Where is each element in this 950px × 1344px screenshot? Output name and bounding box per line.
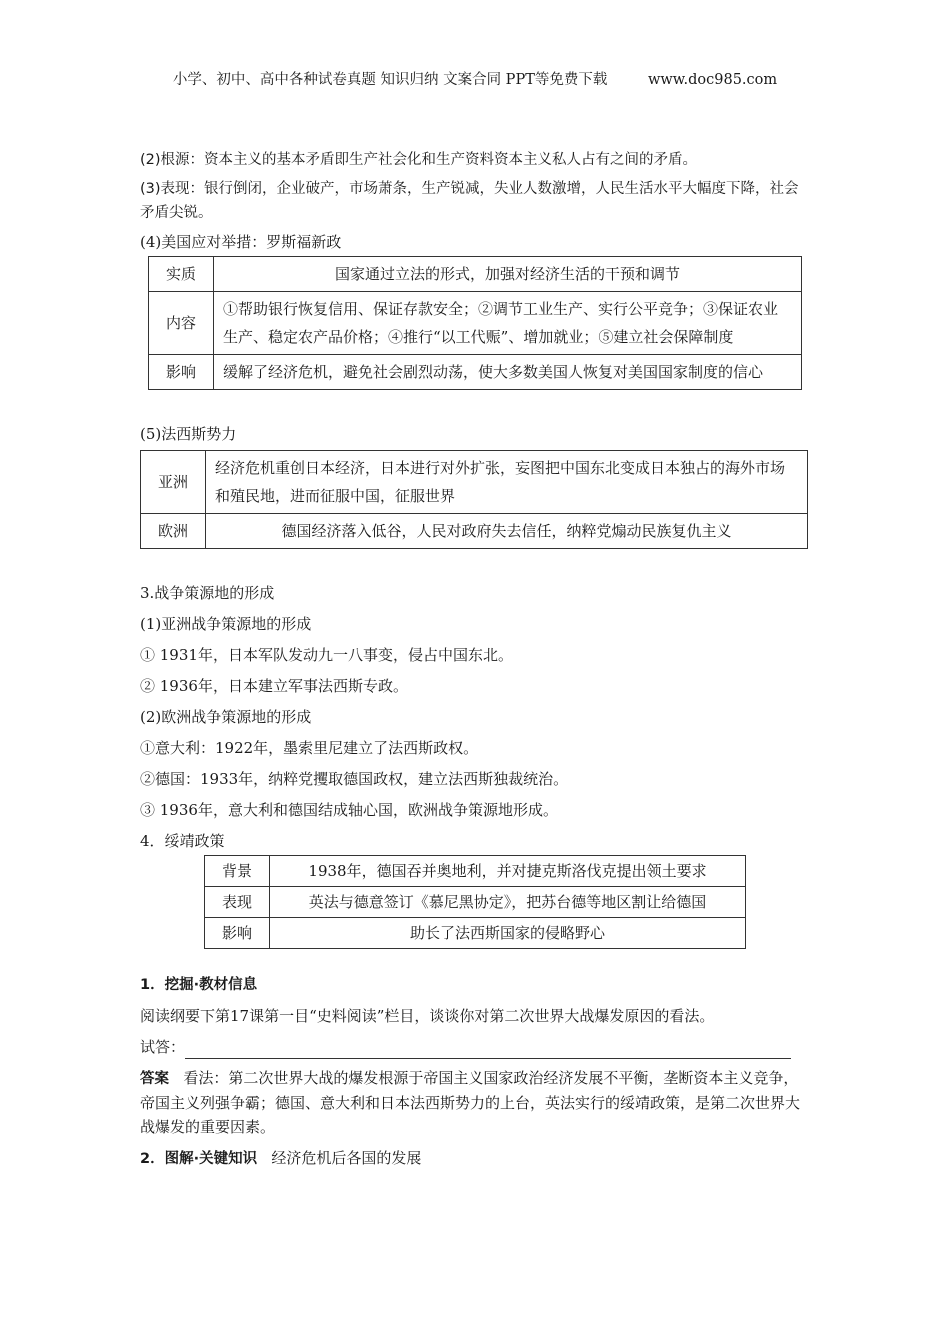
heading-new-deal: (4)美国应对举措：罗斯福新政 [140, 233, 342, 251]
new-deal-table [148, 256, 802, 390]
row-content: 1938年，德国吞并奥地利，并对捷克斯洛伐克提出领土要求 [270, 856, 746, 887]
answer-blank-line[interactable] [185, 1040, 791, 1059]
exercise-title: 1．挖掘·教材信息 [140, 977, 258, 993]
diagram-title: 2．图解·关键知识 [140, 1151, 258, 1167]
try-answer-row [140, 1035, 810, 1059]
row-content: 国家通过立法的形式，加强对经济生活的干预和调节 [214, 257, 802, 292]
asia-item-1: ① 1931年，日本军队发动九一八事变，侵占中国东北。 [140, 646, 513, 664]
table-row [205, 856, 746, 887]
row-label: 亚洲 [141, 451, 206, 514]
exercise-question: 阅读纲要下第17课第一目“史料阅读”栏目，谈谈你对第二次世界大战爆发原因的看法。 [140, 1007, 715, 1025]
table-row [141, 451, 808, 514]
table-row [205, 887, 746, 918]
appeasement-table [204, 855, 746, 949]
answer-label: 答案 [140, 1071, 169, 1087]
europe-item-1: ①意大利：1922年，墨索里尼建立了法西斯政权。 [140, 739, 479, 757]
table-row [149, 257, 802, 292]
heading-fascism: (5)法西斯势力 [140, 425, 237, 443]
row-label: 实质 [149, 257, 214, 292]
table-row [149, 292, 802, 355]
heading-war-origin: 3.战争策源地的形成 [140, 584, 275, 602]
table-row [141, 514, 808, 549]
row-content: 缓解了经济危机，避免社会剧烈动荡，使大多数美国人恢复对美国国家制度的信心 [214, 355, 802, 390]
fascism-table [140, 450, 808, 549]
document-body [140, 148, 810, 1178]
diagram-subtitle: 经济危机后各国的发展 [271, 1149, 422, 1167]
row-content: 经济危机重创日本经济，日本进行对外扩张，妄图把中国东北变成日本独占的海外市场和殖民地，进而征服中国，征服世界 [206, 451, 808, 514]
row-content: 助长了法西斯国家的侵略野心 [270, 918, 746, 949]
header-text: 小学、初中、高中各种试卷真题 知识归纳 文案合同 PPT等免费下载 [172, 72, 608, 88]
answer-paragraph [140, 1066, 810, 1139]
heading-europe-origin: (2)欧洲战争策源地的形成 [140, 708, 312, 726]
row-label: 欧洲 [141, 514, 206, 549]
try-answer-label: 试答： [140, 1038, 186, 1056]
asia-item-2: ② 1936年，日本建立军事法西斯专政。 [140, 677, 408, 695]
row-label: 表现 [205, 887, 270, 918]
para-root-cause: (2)根源：资本主义的基本矛盾即生产社会化和生产资料资本主义私人占有之间的矛盾。 [140, 152, 698, 168]
table-row [149, 355, 802, 390]
table-row [205, 918, 746, 949]
header-site-link[interactable]: www.doc985.com [647, 72, 778, 88]
row-content: 英法与德意签订《慕尼黑协定》，把苏台德等地区割让给德国 [270, 887, 746, 918]
heading-asia-origin: (1)亚洲战争策源地的形成 [140, 615, 312, 633]
heading-appeasement: 4．绥靖政策 [140, 832, 225, 850]
europe-item-3: ③ 1936年，意大利和德国结成轴心国，欧洲战争策源地形成。 [140, 801, 558, 819]
row-label: 背景 [205, 856, 270, 887]
para-manifestation: (3)表现：银行倒闭，企业破产，市场萧条，生产锐减，失业人数激增，人民生活水平大幅度下降，社会矛盾尖锐。 [140, 181, 799, 221]
row-label: 影响 [149, 355, 214, 390]
europe-item-2: ②德国：1933年，纳粹党攫取德国政权，建立法西斯独裁统治。 [140, 770, 569, 788]
row-label: 内容 [149, 292, 214, 355]
diagram-heading [140, 1146, 810, 1171]
row-content: 德国经济落入低谷，人民对政府失去信任，纳粹党煽动民族复仇主义 [206, 514, 808, 549]
page-header [0, 68, 950, 89]
row-content: ①帮助银行恢复信用、保证存款安全；②调节工业生产、实行公平竞争；③保证农业生产、稳定农产品价格；④推行“以工代赈”、增加就业；⑤建立社会保障制度 [214, 292, 802, 355]
row-label: 影响 [205, 918, 270, 949]
answer-text: 看法：第二次世界大战的爆发根源于帝国主义国家政治经济发展不平衡，垄断资本主义竞争，帝国主义列强争霸；德国、意大利和日本法西斯势力的上台，英法实行的绥靖政策，是第二次世界大战爆发的重要因素。 [140, 1069, 801, 1136]
